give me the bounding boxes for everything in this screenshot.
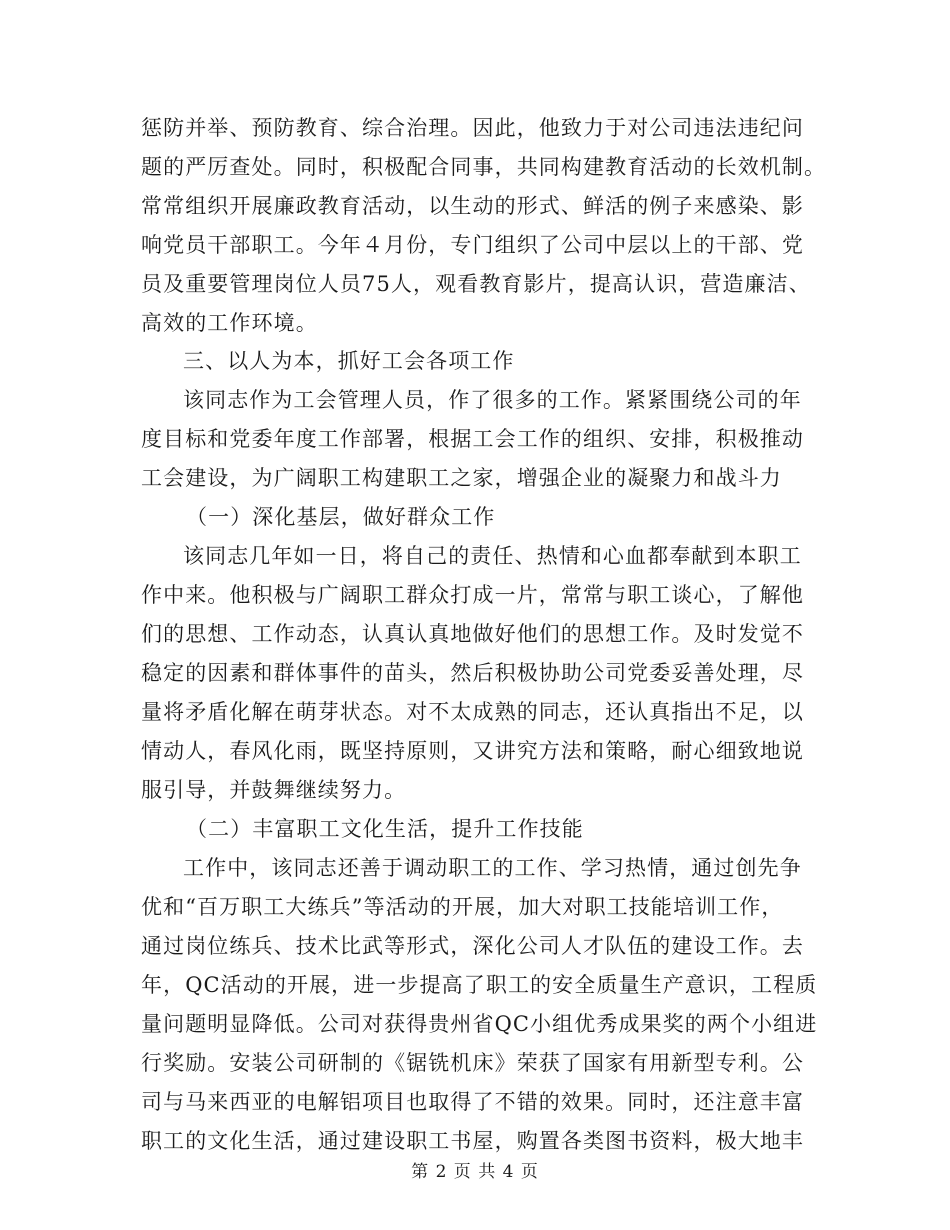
text-line: 量将矛盾化解在萌芽状态。对不太成熟的同志，还认真指出不足，以	[141, 700, 804, 724]
text-line: 工会建设，为广阔职工构建职工之家，增强企业的凝聚力和战斗力	[141, 466, 782, 490]
text-line: 行奖励。安装公司研制的《锯铣机床》荣获了国家有用新型专利。公	[141, 1051, 804, 1075]
text-line: 该同志作为工会管理人员，作了很多的工作。紧紧围绕公司的年	[183, 388, 802, 412]
text-line: 度目标和党委年度工作部署，根据工会工作的组织、安排，积极推动	[141, 427, 804, 451]
text-line: 作中来。他积极与广阔职工群众打成一片，常常与职工谈心，了解他	[141, 583, 804, 607]
text-line: 工作中，该同志还善于调动职工的工作、学习热情，通过创先争	[183, 856, 802, 880]
text-line: 通过岗位练兵、技术比武等形式，深化公司人才队伍的建设工作。去	[141, 934, 804, 958]
text-line: 惩防并举、预防教育、综合治理。因此，他致力于对公司违法违纪问	[141, 116, 804, 140]
text-line: 优和“百万职工大练兵”等活动的开展，加大对职工技能培训工作，	[141, 895, 784, 919]
text-line: 题的严厉查处。同时，积极配合同事，共同构建教育活动的长效机制。	[141, 155, 827, 179]
text-line: 常常组织开展廉政教育活动，以生动的形式、鲜活的例子来感染、影	[141, 194, 804, 218]
text-line: 该同志几年如一日，将自己的责任、热情和心血都奉献到本职工	[183, 544, 802, 568]
subsection-heading: （一）深化基层，做好群众工作	[186, 505, 496, 529]
subsection-heading: （二）丰富职工文化生活，提升工作技能	[186, 817, 584, 841]
text-line: 司与马来西亚的电解铝项目也取得了不错的效果。同时，还注意丰富	[141, 1090, 804, 1114]
section-heading: 三、以人为本，抓好工会各项工作	[183, 349, 515, 373]
text-line: 响党员干部职工。今年４月份，专门组织了公司中层以上的干部、党	[141, 233, 804, 257]
text-line: 们的思想、工作动态，认真认真地做好他们的思想工作。及时发觉不	[141, 622, 804, 646]
text-line: 情动人，春风化雨，既坚持原则，又讲究方法和策略，耐心细致地说	[141, 739, 804, 763]
text-line: 员及重要管理岗位人员75人，观看教育影片，提高认识，营造廉洁、	[141, 272, 811, 296]
page-number: 第 2 页 共 4 页	[411, 1162, 539, 1182]
text-line: 量问题明显降低。公司对获得贵州省QC小组优秀成果奖的两个小组进	[141, 1012, 818, 1036]
text-line: 年，QC活动的开展，进一步提高了职工的安全质量生产意识，工程质	[141, 973, 818, 997]
text-line: 职工的文化生活，通过建设职工书屋，购置各类图书资料，极大地丰	[141, 1129, 804, 1153]
text-line: 服引导，并鼓舞继续努力。	[141, 778, 407, 802]
text-line: 高效的工作环境。	[141, 311, 318, 335]
text-line: 稳定的因素和群体事件的苗头，然后积极协助公司党委妥善处理，尽	[141, 661, 804, 685]
